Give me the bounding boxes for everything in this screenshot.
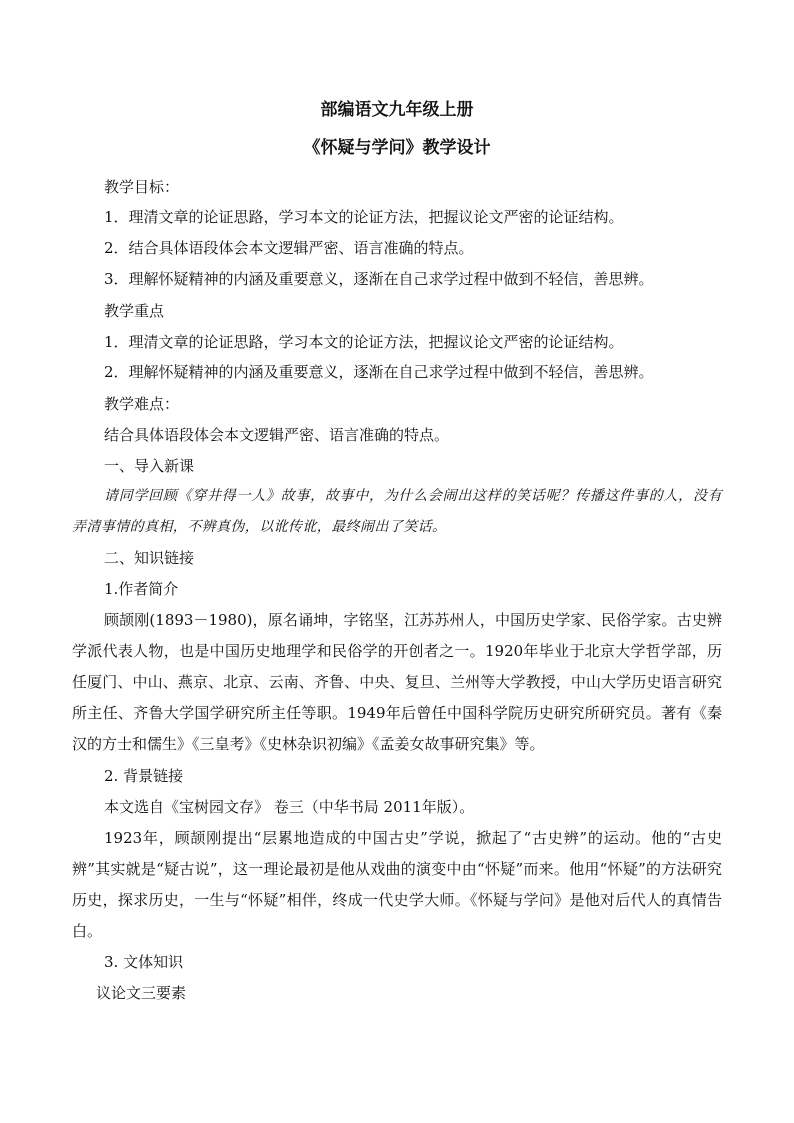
key-point-item-1: 1．理清文章的论证思路，学习本文的论证方法，把握议论文严密的论证结构。 <box>104 333 624 351</box>
goal-item-1: 1．理清文章的论证思路，学习本文的论证方法，把握议论文严密的论证结构。 <box>104 208 624 226</box>
section-intro-heading: 一、导入新课 <box>104 457 195 475</box>
section-knowledge-heading: 二、知识链接 <box>104 549 195 567</box>
background-text: 1923年，顾颉刚提出“层累地造成的中国古史”学说，掀起了“古史辨”的运动。他的“古史辨”其实就是“疑古说”，这一理论最初是他从戏曲的演变中由“怀疑”而来。他用“怀疑”的方法研究历史，探求历史，一生与“怀疑”相伴，终成一代史学大师。《怀疑与学问》是他对后代人的真情告白。 <box>72 829 722 940</box>
genre-heading: 3. 文体知识 <box>104 953 184 971</box>
genre-text: 议论文三要素 <box>96 984 187 1002</box>
document-title: 部编语文九年级上册 <box>320 100 474 120</box>
document-subtitle: 《怀疑与学问》教学设计 <box>303 138 491 158</box>
goal-item-2: 2．结合具体语段体会本文逻辑严密、语言准确的特点。 <box>104 239 474 257</box>
difficulties-text: 结合具体语段体会本文逻辑严密、语言准确的特点。 <box>104 426 450 444</box>
key-points-heading: 教学重点 <box>104 302 165 320</box>
key-point-item-2: 2．理解怀疑精神的内涵及重要意义，逐渐在自己求学过程中做到不轻信，善思辨。 <box>104 363 654 381</box>
goal-item-3: 3．理解怀疑精神的内涵及重要意义，逐渐在自己求学过程中做到不轻信，善思辨。 <box>104 270 654 288</box>
author-heading: 1.作者简介 <box>104 580 179 598</box>
background-source: 本文选自《宝树园文存》 卷三（中华书局 2011年版）。 <box>104 798 475 816</box>
difficulties-heading: 教学难点： <box>104 395 180 413</box>
background-heading: 2. 背景链接 <box>104 767 184 785</box>
section-intro-text: 请同学回顾《穿井得一人》故事，故事中，为什么会闹出这样的笑话呢？传播这件事的人，没有弄清事情的真相，不辨真伪，以讹传讹，最终闹出了笑话。 <box>72 488 722 535</box>
author-text: 顾颉刚(1893－1980)，原名诵坤，字铭坚，江苏苏州人，中国历史学家、民俗学家。古史辨学派代表人物，也是中国历史地理学和民俗学的开创者之一。1920年毕业于北京大学哲学部，历任厦门、中山、燕京、北京、云南、齐鲁、中央、复旦、兰州等大学教授，中山大学历史语言研究所主任、齐鲁大学国学研究所主任等职。1949年后曾任中国科学院历史研究所研究员。著有《秦汉的方士和儒生》《三皇考》《史林杂识初编》《孟姜女故事研究集》等。 <box>72 611 722 753</box>
goals-heading: 教学目标： <box>104 178 180 196</box>
